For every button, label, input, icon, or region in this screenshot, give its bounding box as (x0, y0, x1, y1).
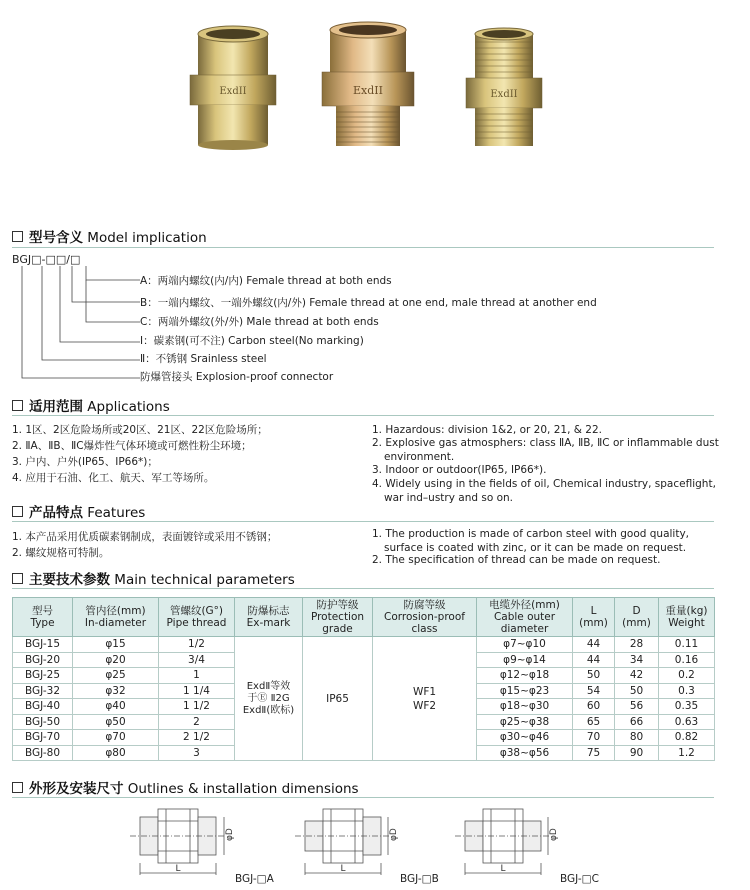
table-header-row (13, 598, 715, 637)
cell-d: 28 (615, 637, 659, 653)
cell-weight: 0.3 (659, 683, 715, 699)
cell-weight: 0.2 (659, 668, 715, 684)
cell-ex-mark: ExdⅡ等效 于Ⓔ Ⅱ2G ExdⅡ(欧标) (235, 637, 303, 761)
applications-cn-2: 2. ⅡA、ⅡB、ⅡC爆炸性气体环境或可燃性粉尘环境； (12, 440, 252, 452)
th-type: 型号 Type (13, 598, 73, 637)
section-title-cn: 产品特点 (29, 505, 83, 521)
section-rule (12, 588, 714, 589)
cell-weight: 0.11 (659, 637, 715, 653)
cell-in-diameter: φ40 (73, 699, 159, 715)
outline-b-dim-d: φD (389, 828, 399, 841)
th-weight: 重量(kg) Weight (659, 598, 715, 637)
cell-pipe-thread: 1/2 (159, 637, 235, 653)
cell-l: 54 (573, 683, 615, 699)
cell-type: BGJ-32 (13, 683, 73, 699)
cell-type: BGJ-25 (13, 668, 73, 684)
model-line-c: C：两端外螺纹(外/外) Male thread at both ends (140, 316, 379, 328)
th-protection: 防护等级 Protection grade (303, 598, 373, 637)
section-title-cn: 主要技术参数 (29, 572, 110, 588)
outline-b-label: BGJ-□B (400, 873, 439, 885)
cell-cable-diameter: φ7~φ10 (477, 637, 573, 653)
cell-in-diameter: φ50 (73, 714, 159, 730)
fitting-c-mark: ExdII (490, 89, 518, 100)
section-rule (12, 797, 714, 798)
cell-cable-diameter: φ30~φ46 (477, 730, 573, 746)
model-code: BGJ□-□□/□ (12, 253, 81, 266)
section-square-icon (12, 782, 23, 793)
cell-weight: 0.82 (659, 730, 715, 746)
cell-l: 44 (573, 637, 615, 653)
cell-l: 65 (573, 714, 615, 730)
cell-d: 50 (615, 683, 659, 699)
cell-d: 66 (615, 714, 659, 730)
section-model (12, 226, 207, 246)
section-square-icon (12, 506, 23, 517)
cell-cable-diameter: φ38~φ56 (477, 745, 573, 761)
features-en-1: 1. The production is made of carbon steel with good quality, surface is coated with zinc, or it can be made on request. (372, 528, 690, 554)
cell-pipe-thread: 3/4 (159, 652, 235, 668)
fitting-a-photo (190, 26, 276, 150)
cell-type: BGJ-50 (13, 714, 73, 730)
applications-cn-4: 4. 应用于石油、化工、航天、军工等场所。 (12, 472, 215, 484)
table-row (13, 637, 715, 653)
outline-a-label: BGJ-□A (235, 873, 274, 885)
cell-l: 75 (573, 745, 615, 761)
section-features (12, 501, 145, 521)
cell-type: BGJ-70 (13, 730, 73, 746)
cell-d: 34 (615, 652, 659, 668)
cell-l: 44 (573, 652, 615, 668)
cell-type: BGJ-20 (13, 652, 73, 668)
cell-cable-diameter: φ18~φ30 (477, 699, 573, 715)
cell-pipe-thread: 1 (159, 668, 235, 684)
section-square-icon (12, 231, 23, 242)
applications-cn-1: 1. 1区、2区危险场所或20区、21区、22区危险场所； (12, 424, 268, 436)
applications-en-2: 2. Explosive gas atmosphers: class ⅡA, ⅡB, ⅡC or inflammable dust environment. (372, 437, 719, 463)
fitting-a-mark: ExdII (219, 86, 247, 97)
cell-weight: 0.16 (659, 652, 715, 668)
cell-weight: 0.63 (659, 714, 715, 730)
th-cable-diameter: 电缆外径(mm) Cable outer diameter (477, 598, 573, 637)
product-photos (150, 20, 590, 150)
applications-en-3: 3. Indoor or outdoor(IP65, IP66*). (372, 464, 547, 476)
cell-l: 60 (573, 699, 615, 715)
cell-corrosion: WF1 WF2 (373, 637, 477, 761)
section-title-en: Main technical parameters (114, 572, 295, 588)
outline-c-dim-l: L (500, 864, 506, 874)
cell-l: 70 (573, 730, 615, 746)
cell-in-diameter: φ32 (73, 683, 159, 699)
section-title-en: Model implication (87, 230, 207, 246)
cell-cable-diameter: φ25~φ38 (477, 714, 573, 730)
cell-in-diameter: φ25 (73, 668, 159, 684)
outline-drawings (120, 803, 640, 885)
model-line-a: A：两端内螺纹(内/内) Female thread at both ends (140, 275, 392, 287)
section-title-cn: 外形及安装尺寸 (29, 781, 124, 797)
cell-pipe-thread: 2 (159, 714, 235, 730)
cell-d: 56 (615, 699, 659, 715)
outline-a-dim-d: φD (225, 828, 235, 841)
section-title-cn: 型号含义 (29, 230, 83, 246)
section-rule (12, 521, 714, 522)
outline-a-dim-l: L (175, 864, 181, 874)
outline-c-label: BGJ-□C (560, 873, 599, 885)
cell-in-diameter: φ20 (73, 652, 159, 668)
th-l: L (mm) (573, 598, 615, 637)
cell-type: BGJ-80 (13, 745, 73, 761)
section-outlines (12, 777, 359, 797)
section-square-icon (12, 400, 23, 411)
section-title-en: Applications (87, 399, 170, 415)
parameters-table (12, 597, 715, 761)
cell-d: 42 (615, 668, 659, 684)
applications-en-4: 4. Widely using in the fields of oil, Chemical industry, spaceflight, war ind–ustry and so on. (372, 478, 716, 504)
cell-cable-diameter: φ12~φ18 (477, 668, 573, 684)
cell-protection: IP65 (303, 637, 373, 761)
section-title-cn: 适用范围 (29, 399, 83, 415)
section-rule (12, 247, 714, 248)
fitting-c-photo (466, 28, 542, 146)
section-parameters (12, 568, 295, 588)
cell-weight: 0.35 (659, 699, 715, 715)
th-corrosion: 防腐等级 Corrosion-proof class (373, 598, 477, 637)
cell-type: BGJ-40 (13, 699, 73, 715)
outline-c-dim-d: φD (549, 828, 559, 841)
cell-d: 80 (615, 730, 659, 746)
fitting-b-mark: ExdII (353, 84, 383, 97)
fitting-b-photo (322, 22, 414, 146)
cell-cable-diameter: φ9~φ14 (477, 652, 573, 668)
section-title-en: Features (87, 505, 146, 521)
cell-cable-diameter: φ15~φ23 (477, 683, 573, 699)
cell-in-diameter: φ70 (73, 730, 159, 746)
th-in-diameter: 管内径(mm) In-diameter (73, 598, 159, 637)
features-en-2: 2. The specification of thread can be made on request. (372, 554, 661, 566)
features-cn-1: 1. 本产品采用优质碳素钢制成，表面镀锌或采用不锈钢； (12, 531, 278, 543)
cell-pipe-thread: 2 1/2 (159, 730, 235, 746)
features-cn-2: 2. 螺纹规格可特制。 (12, 547, 110, 559)
cell-pipe-thread: 1 1/4 (159, 683, 235, 699)
cell-pipe-thread: 3 (159, 745, 235, 761)
cell-in-diameter: φ80 (73, 745, 159, 761)
model-line-ii: Ⅱ：不锈钢 Srainless steel (140, 353, 267, 365)
section-square-icon (12, 573, 23, 584)
section-rule (12, 415, 714, 416)
th-ex-mark: 防爆标志 Ex-mark (235, 598, 303, 637)
applications-en-1: 1. Hazardous: division 1&2, or 20, 21, & 22. (372, 424, 602, 436)
model-line-b: B：一端内螺纹、一端外螺纹(内/外) Female thread at one end, male thread at another end (140, 297, 597, 309)
cell-pipe-thread: 1 1/2 (159, 699, 235, 715)
section-applications (12, 395, 170, 415)
cell-weight: 1.2 (659, 745, 715, 761)
cell-in-diameter: φ15 (73, 637, 159, 653)
cell-d: 90 (615, 745, 659, 761)
cell-l: 50 (573, 668, 615, 684)
th-pipe-thread: 管螺纹(G°) Pipe thread (159, 598, 235, 637)
applications-cn-3: 3. 户内、户外(IP65、IP66*)； (12, 456, 158, 468)
th-d: D (mm) (615, 598, 659, 637)
section-title-en: Outlines & installation dimensions (127, 781, 359, 797)
cell-type: BGJ-15 (13, 637, 73, 653)
model-line-connector: 防爆管接头 Explosion-proof connector (140, 371, 334, 383)
outline-b-dim-l: L (340, 864, 346, 874)
model-line-i: Ⅰ：碳素钢(可不注) Carbon steel(No marking) (140, 335, 364, 347)
model-bracket-lines (12, 264, 142, 384)
